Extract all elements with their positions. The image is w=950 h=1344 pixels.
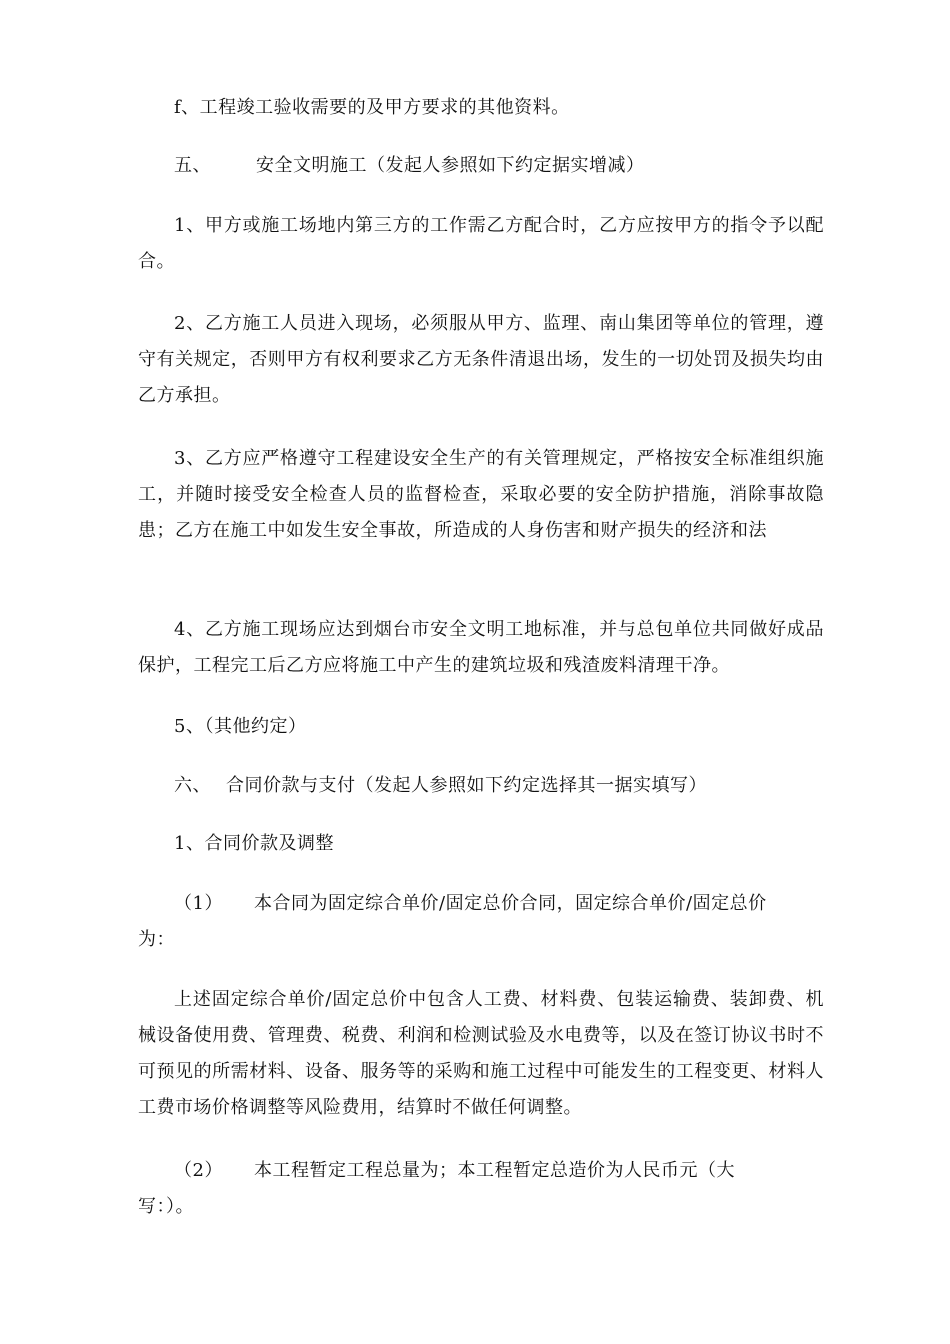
paragraph-6-1: 1、合同价款及调整 [174, 833, 334, 854]
paragraph-5-4: 4、乙方施工现场应达到烟台市安全文明工地标准，并与总包单位共同做好成品保护，工程完工后乙方应将施工中产生的建筑垃圾和残渣废料清理干净。 [138, 619, 824, 676]
clause-6-1-1-continuation: 为： [138, 929, 175, 950]
section-6-number: 六、 [174, 775, 211, 796]
clause-6-1-1-text: 本合同为固定综合单价/固定总价合同，固定综合单价/固定总价 [254, 893, 767, 914]
clause-6-1-2-text: 本工程暂定工程总量为；本工程暂定总造价为人民币元（大 [254, 1160, 735, 1181]
paragraph-f-completion-docs: f、工程竣工验收需要的及甲方要求的其他资料。 [174, 97, 570, 118]
paragraph-5-3: 3、乙方应严格遵守工程建设安全生产的有关管理规定，严格按安全标准组织施工，并随时接受安全检查人员的监督检查，采取必要的安全防护措施，消除事故隐患；乙方在施工中如发生安全事故，所造成的人身伤害和财产损失的经济和法 [138, 448, 824, 541]
section-5-number: 五、 [174, 155, 211, 176]
paragraph-5-2: 2、乙方施工人员进入现场，必须服从甲方、监理、南山集团等单位的管理，遵守有关规定，否则甲方有权利要求乙方无条件清退出场，发生的一切处罚及损失均由乙方承担。 [138, 313, 824, 406]
paragraph-5-1: 1、甲方或施工场地内第三方的工作需乙方配合时，乙方应按甲方的指令予以配合。 [138, 215, 824, 272]
section-6-heading [174, 768, 707, 804]
paragraph-5-5: 5、（其他约定） [174, 716, 307, 737]
paragraph-price-description: 上述固定综合单价/固定总价中包含人工费、材料费、包装运输费、装卸费、机械设备使用费、管理费、税费、利润和检测试验及水电费等，以及在签订协议书时不可预见的所需材料、设备、服务等的采购和施工过程中可能发生的工程变更、材料人工费市场价格调整等风险费用，结算时不做任何调整。 [138, 989, 824, 1118]
clause-6-1-2-label: （2） [174, 1160, 223, 1181]
clause-6-1-1 [174, 886, 767, 922]
section-5-heading [174, 148, 645, 184]
section-6-title: 合同价款与支付（发起人参照如下约定选择其一据实填写） [226, 775, 707, 796]
clause-6-1-2 [174, 1153, 735, 1189]
clause-6-1-2-continuation: 写：）。 [138, 1196, 194, 1217]
section-5-title: 安全文明施工（发起人参照如下约定据实增减） [256, 155, 645, 176]
clause-6-1-1-label: （1） [174, 893, 223, 914]
